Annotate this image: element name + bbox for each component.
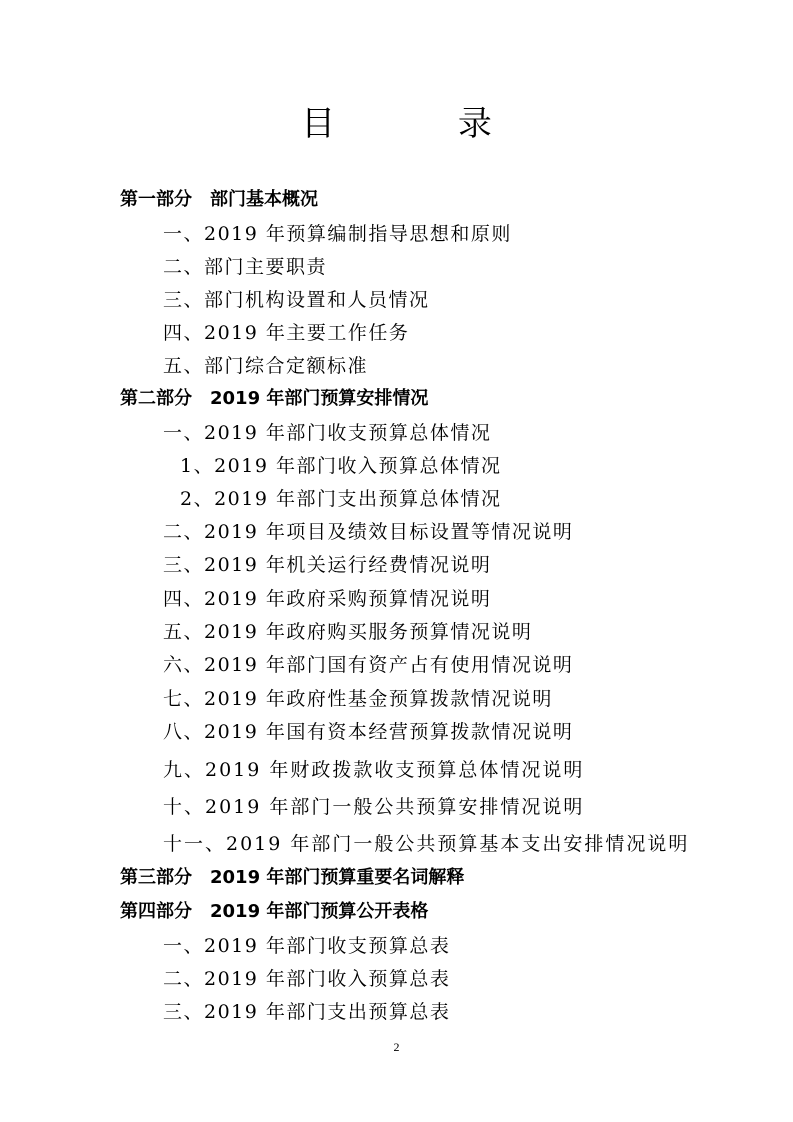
toc-item: 二、2019 年项目及绩效目标设置等情况说明 (163, 521, 574, 543)
toc-item: 一、2019 年预算编制指导思想和原则 (163, 223, 512, 245)
toc-item: 三、2019 年机关运行经费情况说明 (163, 554, 492, 576)
toc-item: 六、2019 年部门国有资产占有使用情况说明 (163, 654, 574, 676)
toc-item: 一、2019 年部门收支预算总体情况 (163, 422, 492, 444)
toc-item: 七、2019 年政府性基金预算拨款情况说明 (163, 688, 553, 710)
toc-subitem: 2、2019 年部门支出预算总体情况 (180, 488, 502, 510)
toc-item: 二、部门主要职责 (163, 256, 328, 278)
toc-item: 三、2019 年部门支出预算总表 (163, 1001, 451, 1023)
toc-item: 八、2019 年国有资本经营预算拨款情况说明 (163, 721, 574, 743)
toc-item: 三、部门机构设置和人员情况 (163, 289, 430, 311)
toc-item: 五、2019 年政府购买服务预算情况说明 (163, 621, 533, 643)
toc-item: 二、2019 年部门收入预算总表 (163, 968, 451, 990)
page-title: 目 录 (301, 104, 548, 144)
toc-subitem: 1、2019 年部门收入预算总体情况 (180, 455, 502, 477)
toc-item: 一、2019 年部门收支预算总表 (163, 935, 451, 957)
toc-item: 四、2019 年主要工作任务 (163, 322, 410, 344)
toc-item: 四、2019 年政府采购预算情况说明 (163, 588, 492, 610)
page-number: 2 (393, 1040, 400, 1054)
toc-item: 五、部门综合定额标准 (163, 355, 369, 377)
toc-item: 九、2019 年财政拨款收支预算总体情况说明 (163, 759, 585, 781)
toc-part-2: 第二部分 2019 年部门预算安排情况 (120, 388, 429, 409)
toc-item: 十、2019 年部门一般公共预算安排情况说明 (163, 796, 585, 818)
toc-item: 十一、2019 年部门一般公共预算基本支出安排情况说明 (163, 833, 690, 855)
toc-part-4: 第四部分 2019 年部门预算公开表格 (120, 901, 429, 922)
toc-part-3: 第三部分 2019 年部门预算重要名词解释 (120, 867, 465, 888)
toc-part-1: 第一部分 部门基本概况 (120, 189, 318, 210)
